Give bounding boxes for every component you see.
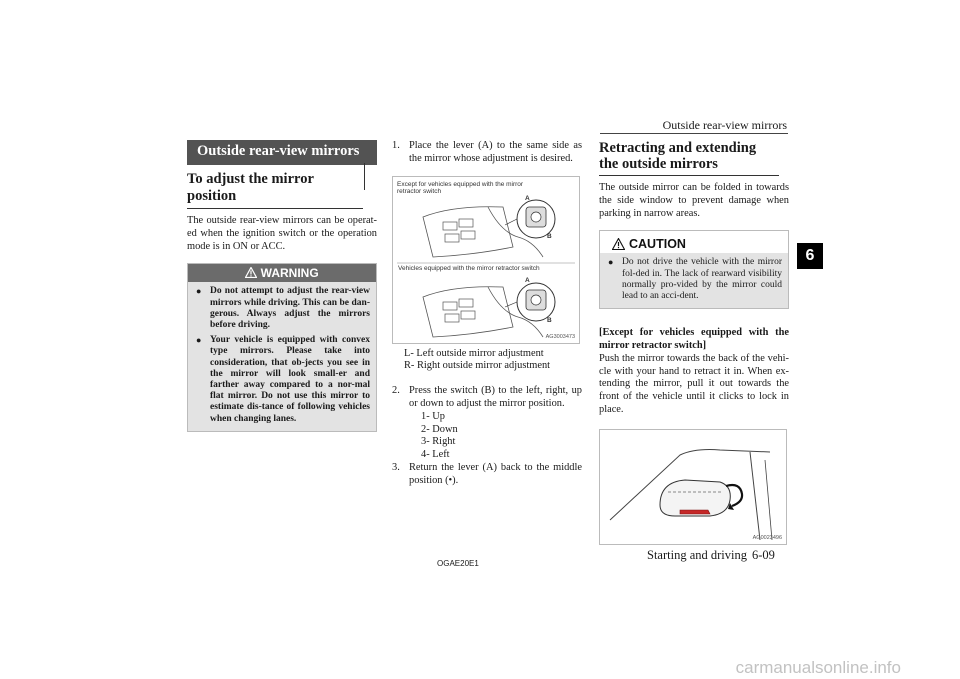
caution-heading: CAUTION <box>629 237 686 252</box>
footer-page-number: 6-09 <box>752 548 775 562</box>
right-column <box>599 140 789 545</box>
direction-item: 1- Up <box>421 410 445 422</box>
direction-item: 3- Right <box>421 436 456 448</box>
direction-list <box>392 411 582 462</box>
footer-chapter-title: Starting and driving <box>647 548 747 562</box>
retract-intro: The outside mirror can be folded in towards the side window to prevent damage when parking in narrow areas. <box>599 182 789 219</box>
step-2 <box>392 385 582 411</box>
bullet-icon: ● <box>608 257 614 268</box>
section-title-outside-mirrors: Outside rear-view mirrors <box>187 140 377 165</box>
section-title-retracting <box>599 140 779 176</box>
figure-code: AG0023496 <box>752 534 782 541</box>
lever-legend <box>392 348 582 374</box>
mirror-fold-figure <box>599 429 787 545</box>
warning-box <box>187 263 377 431</box>
caution-triangle-icon <box>612 238 625 250</box>
caution-header <box>600 231 788 253</box>
step-text: Press the switch (B) to the left, right, up or down to adjust the mirror position. <box>409 385 582 409</box>
caution-bullet <box>608 257 782 302</box>
chapter-tab: 6 <box>797 243 823 269</box>
caution-box <box>599 230 789 309</box>
figure-code: AG3003473 <box>545 333 575 340</box>
subsection-title-adjust: To adjust the mirror position <box>187 171 363 209</box>
header-rule <box>600 133 788 134</box>
warning-text: Do not attempt to adjust the rear-view mirrors while driving. This can be dan-gerous. Always adjust the mirrors before driving. <box>210 286 370 330</box>
warning-bullet <box>196 286 370 331</box>
direction-item: 2- Down <box>421 423 458 435</box>
warning-text: Your vehicle is equipped with convex type mirrors. Please take into consideration, that ob-jects you see in the mirror will look small-er and farther away compared to a nor-mal flat mirror. Do not use this mirror to estimate dis-tance of following vehicles when changing lanes. <box>210 335 370 424</box>
label-b-bottom: B <box>547 316 552 324</box>
left-column <box>187 140 377 432</box>
label-a-top: A <box>525 194 530 202</box>
bullet-icon: ● <box>196 335 202 346</box>
step-text: Return the lever (A) back to the middle position (•). <box>409 461 582 486</box>
warning-heading: WARNING <box>260 266 319 281</box>
label-a-bottom: A <box>525 276 530 284</box>
caution-text: Do not drive the vehicle with the mirror fol-ded in. The lack of rearward visibility normally pro-vided by the mirror could lead to an acci-dent. <box>622 257 782 301</box>
footer-doc-code: OGAE20E1 <box>437 559 479 568</box>
step-number: 2. <box>392 385 400 397</box>
intro-paragraph: The outside rear-view mirrors can be operat-ed when the ignition switch or the operation mode is in ON or ACC. <box>187 215 377 252</box>
warning-bullet <box>196 335 370 425</box>
legend-r: R- Right outside mirror adjustment <box>404 360 551 372</box>
direction-item: 4- Left <box>421 449 450 461</box>
mirror-fold-illustration <box>600 430 786 544</box>
bullet-icon: ● <box>196 286 202 297</box>
warning-triangle-icon <box>245 267 257 278</box>
step-text: Place the lever (A) to the same side as the mirror whose adjustment is desired. <box>409 140 582 164</box>
retract-body: Push the mirror towards the back of the vehi-cle with your hand to retract it in. When ex-tending the mirror, pull it out towards the front of the vehicle until it clicks to lock in place. <box>599 352 789 415</box>
warning-header <box>188 264 376 282</box>
figure-caption-bottom: Vehicles equipped with the mirror retractor switch <box>398 264 540 272</box>
legend-l: L- Left outside mirror adjustment <box>404 347 544 359</box>
label-b-top: B <box>547 232 552 240</box>
except-heading: [Except for vehicles equipped with the mirror retractor switch] <box>599 327 789 351</box>
step-1 <box>392 140 582 166</box>
figure-caption-top: Except for vehicles equipped with the mirror retractor switch <box>397 180 524 196</box>
step-number: 1. <box>392 140 400 151</box>
step-3 <box>392 462 582 488</box>
watermark: carmanualsonline.info <box>735 658 901 677</box>
step-number: 3. <box>392 461 400 473</box>
middle-column <box>392 140 582 488</box>
switch-figure <box>392 176 580 344</box>
section-title-text: Retracting and extending the outside mirrors <box>599 140 757 172</box>
running-head: Outside rear-view mirrors <box>662 118 787 132</box>
